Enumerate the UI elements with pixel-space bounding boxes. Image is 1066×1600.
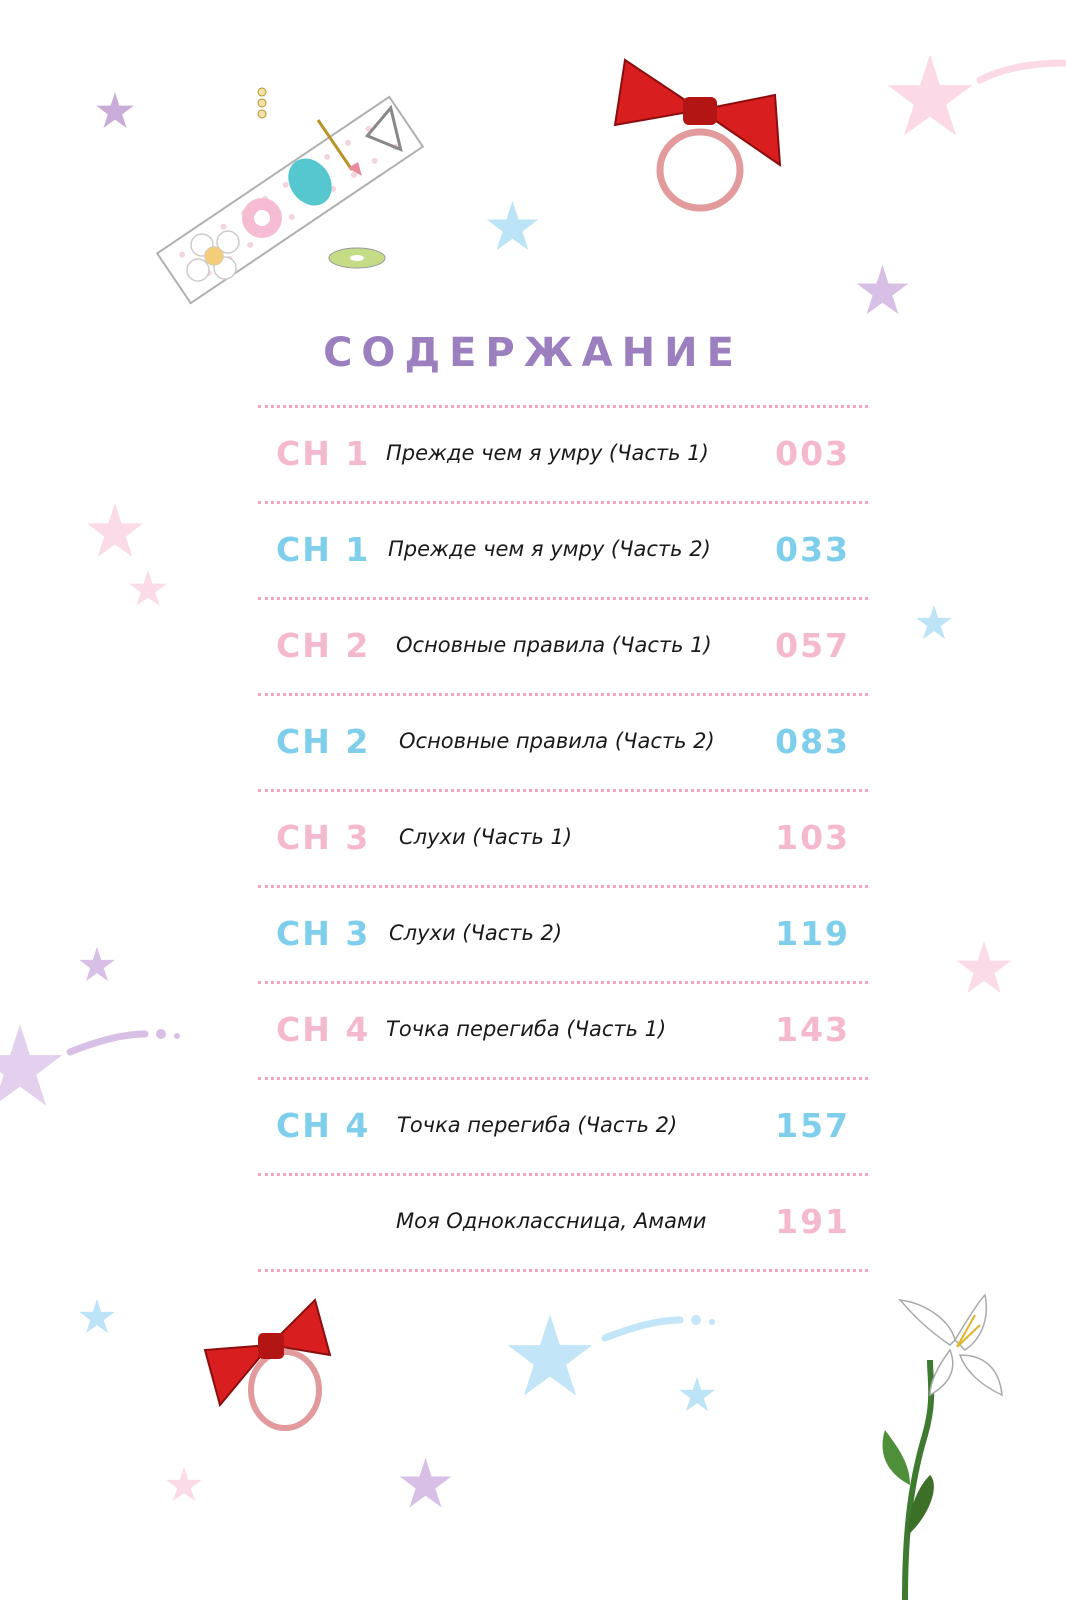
star-icon bbox=[955, 938, 1013, 996]
chapter-title: Основные правила (Часть 2) bbox=[399, 729, 715, 753]
star-icon bbox=[78, 1297, 116, 1335]
page-number: 119 bbox=[775, 914, 850, 953]
shooting-star-icon bbox=[975, 55, 1066, 95]
page-number: 083 bbox=[775, 722, 850, 761]
chapter-title: Моя Одноклассница, Амами bbox=[396, 1209, 707, 1233]
star-icon bbox=[915, 603, 953, 641]
chapter-title: Прежде чем я умру (Часть 1) bbox=[386, 441, 709, 465]
page-number: 003 bbox=[775, 434, 850, 473]
chapter-title: Точка перегиба (Часть 1) bbox=[386, 1017, 667, 1041]
shooting-star-icon bbox=[65, 1022, 190, 1062]
page-number: 143 bbox=[775, 1010, 850, 1049]
star-icon bbox=[885, 50, 975, 140]
shooting-star-icon bbox=[600, 1308, 725, 1348]
toc-entry[interactable] bbox=[258, 888, 868, 981]
star-icon bbox=[0, 1020, 65, 1110]
toc-entry[interactable] bbox=[258, 504, 868, 597]
page-number: 191 bbox=[775, 1202, 850, 1241]
chapter-label: CH 2 bbox=[276, 722, 371, 761]
chapter-label: CH 4 bbox=[276, 1010, 371, 1049]
star-icon bbox=[95, 90, 135, 130]
chapter-label: CH 3 bbox=[276, 914, 371, 953]
page-title: СОДЕРЖАНИЕ bbox=[323, 330, 743, 376]
chapter-label: CH 2 bbox=[276, 626, 371, 665]
bow-icon bbox=[605, 45, 795, 225]
toc-entry[interactable] bbox=[258, 1176, 868, 1269]
chapter-title: Основные правила (Часть 1) bbox=[396, 633, 712, 657]
table-of-contents bbox=[258, 405, 868, 1272]
toc-entry[interactable] bbox=[258, 984, 868, 1077]
page-number: 103 bbox=[775, 818, 850, 857]
divider bbox=[258, 1269, 868, 1272]
page-number: 033 bbox=[775, 530, 850, 569]
page-number: 157 bbox=[775, 1106, 850, 1145]
star-icon bbox=[165, 1465, 203, 1503]
chapter-label: CH 4 bbox=[276, 1106, 371, 1145]
toc-entry[interactable] bbox=[258, 1080, 868, 1173]
star-icon bbox=[78, 945, 116, 983]
toc-entry[interactable] bbox=[258, 696, 868, 789]
chapter-title: Точка перегиба (Часть 2) bbox=[397, 1113, 678, 1137]
chapter-title: Прежде чем я умру (Часть 2) bbox=[388, 537, 711, 561]
chapter-label: CH 1 bbox=[276, 434, 371, 473]
chapter-label: CH 3 bbox=[276, 818, 371, 857]
star-icon bbox=[485, 198, 540, 253]
star-icon bbox=[128, 568, 168, 608]
star-icon bbox=[855, 262, 910, 317]
chapter-label: CH 1 bbox=[276, 530, 371, 569]
ruler-icon bbox=[140, 60, 440, 310]
toc-entry[interactable] bbox=[258, 600, 868, 693]
bow-icon bbox=[200, 1295, 340, 1440]
star-icon bbox=[85, 500, 145, 560]
toc-entry[interactable] bbox=[258, 792, 868, 885]
page-number: 057 bbox=[775, 626, 850, 665]
chapter-title: Слухи (Часть 2) bbox=[389, 921, 563, 945]
toc-entry[interactable] bbox=[258, 408, 868, 501]
star-icon bbox=[678, 1375, 716, 1413]
chapter-title: Слухи (Часть 1) bbox=[399, 825, 573, 849]
lily-icon bbox=[830, 1285, 1030, 1600]
star-icon bbox=[505, 1310, 595, 1400]
star-icon bbox=[398, 1455, 453, 1510]
